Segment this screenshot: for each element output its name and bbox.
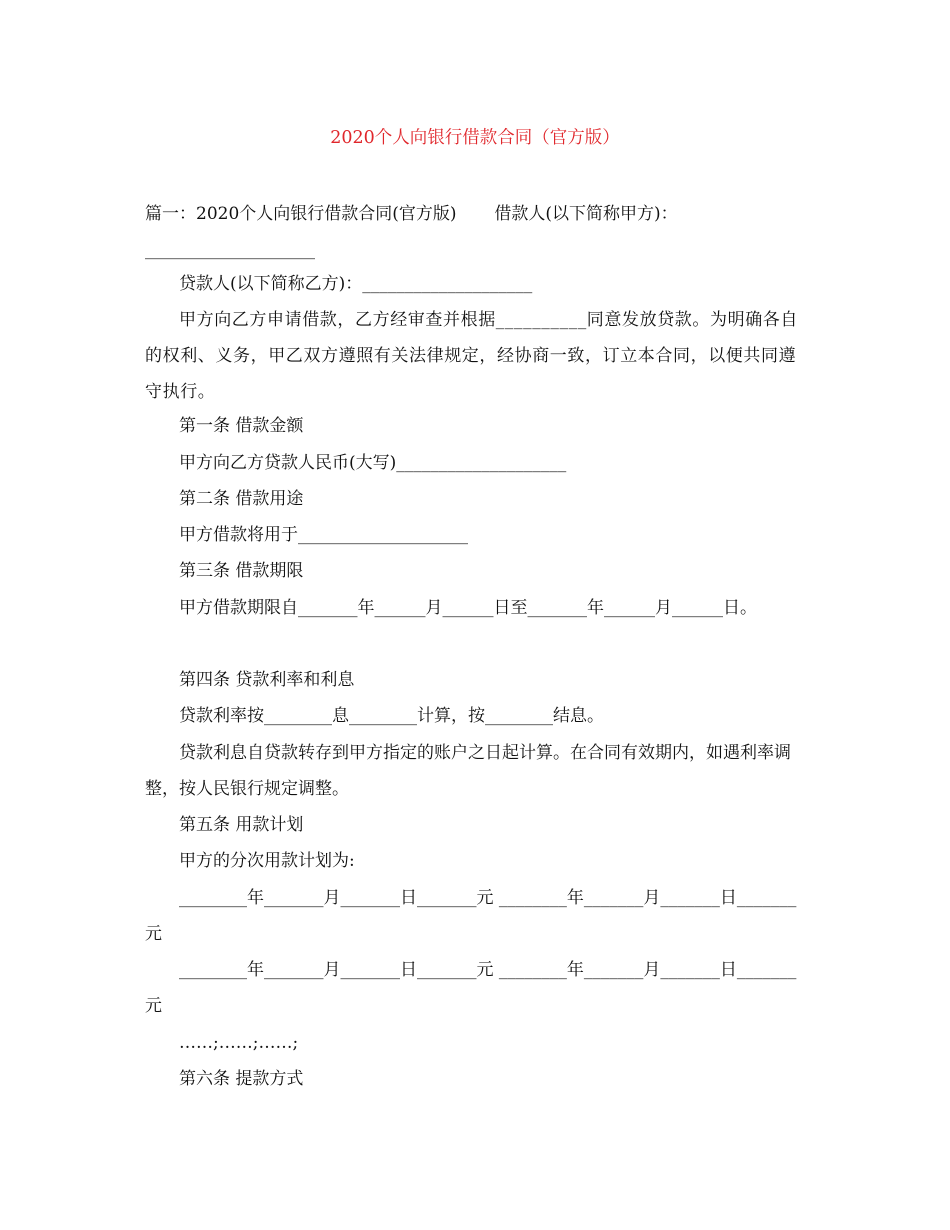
paragraph-intro: 甲方向乙方申请借款，乙方经审查并根据__________同意发放贷款。为明确各自的权利、义务，甲乙双方遵照有关法律规定，经协商一致，订立本合同，以便共同遵守执行。: [145, 310, 798, 402]
paragraph-preamble: 篇一：2020个人向银行借款合同(官方版) 借款人(以下简称甲方)：____________________: [145, 204, 678, 260]
article-5-body: 甲方的分次用款计划为:: [179, 851, 355, 871]
article-1-heading: 第一条 借款金额: [179, 416, 304, 436]
withdrawal-plan-line-1: ________年_______月_______日_______元 ________年_______月_______日_______元: [145, 888, 797, 944]
article-4-interest: 贷款利息自贷款转存到甲方指定的账户之日起计算。在合同有效期内，如遇利率调整，按人民银行规定调整。: [145, 743, 791, 799]
article-3-heading: 第三条 借款期限: [179, 561, 304, 581]
article-4-heading: 第四条 贷款利率和利息: [179, 670, 355, 690]
article-4-body: 贷款利率按________息________计算，按________结息。: [179, 706, 604, 726]
withdrawal-plan-ellipsis: ……;……;……;: [179, 1033, 299, 1053]
article-2-body: 甲方借款将用于____________________: [179, 525, 468, 545]
article-1-body: 甲方向乙方贷款人民币(大写)____________________: [179, 453, 567, 473]
article-3-body: 甲方借款期限自_______年______月______日至_______年______月______日。: [179, 598, 757, 618]
paragraph-lender: 贷款人(以下简称乙方)：____________________: [179, 274, 533, 294]
article-2-heading: 第二条 借款用途: [179, 489, 304, 509]
withdrawal-plan-line-2: ________年_______月_______日_______元 ________年_______月_______日_______元: [145, 960, 797, 1016]
document-title: 2020个人向银行借款合同（官方版）: [330, 128, 620, 148]
article-6-heading: 第六条 提款方式: [179, 1069, 304, 1089]
article-5-heading: 第五条 用款计划: [179, 815, 304, 835]
